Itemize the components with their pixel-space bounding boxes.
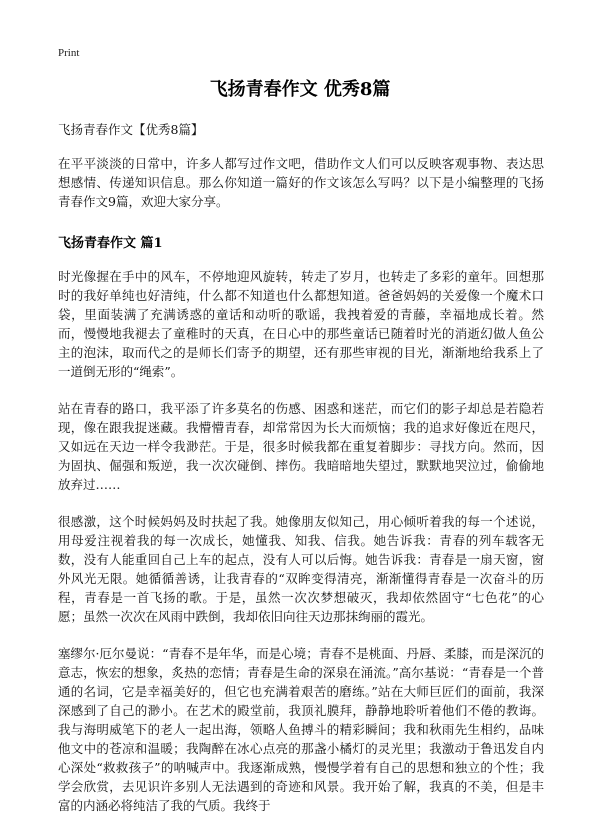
document-body xyxy=(58,121,544,833)
body-paragraph-4: 塞缪尔·厄尔曼说：“青春不是年华，而是心境；青春不是桃面、丹唇、柔膝，而是深沉的意志，恢宏的想象，炙热的恋情；青春是生命的深泉在涌流。”高尔基说：“青春是一个普通的名词，它是幸福美好的，但它也充满着艰苦的磨练。”站在大师巨匠们的面前，我深深感到了自己的渺小。在艺术的殿堂前，我顶礼膜拜，静静地聆听着他们不倦的教诲。我与海明威笔下的老人一起出海，领略人鱼搏斗的精彩瞬间；我和秋雨先生相约，品味他文中的苍凉和温暖；我陶醉在冰心点亮的那盏小橘灯的灵光里；我激动于鲁迅发自内心深处“救救孩子”的呐喊声中。我逐渐成熟，慢慢学着有自己的思想和独立的个性；我学会欣赏，去见识许多别人无法遇到的奇迹和风景。我开始了解，我真的不美，但是丰富的内涵必将纯洁了我的气质。我终于 xyxy=(58,646,544,813)
print-link[interactable]: Print xyxy=(58,47,80,59)
section-heading: 飞扬青春作文 篇1 xyxy=(58,236,163,251)
body-paragraph-1: 时光像握在手中的风车，不停地迎风旋转，转走了岁月，也转走了多彩的童年。回想那时的我好单纯也好清纯，什么都不知道也什么都想知道。爸爸妈妈的关爱像一个魔术口袋，里面装满了充满诱惑的童话和动听的歌谣，我拽着爱的青藤，幸福地成长着。然而，慢慢地我褪去了童稚时的天真，在日心中的那些童话已随着时光的消逝幻做人鱼公主的泡沫，取而代之的是师长们寄予的期望，还有那些审视的目光，渐渐地给我系上了一道倒无形的“绳索”。 xyxy=(58,269,544,379)
intro-paragraph: 在平平淡淡的日常中，许多人都写过作文吧，借助作文人们可以反映客观事物、表达思想感情、传递知识信息。那么你知道一篇好的作文该怎么写吗？以下是小编整理的飞扬青春作文9篇，欢迎大家分享。 xyxy=(58,156,544,209)
document-title: 飞扬青春作文 优秀8篇 xyxy=(209,79,391,100)
body-paragraph-2: 站在青春的路口，我平添了许多莫名的伤感、困惑和迷茫，而它们的影子却总是若隐若现，像在跟我捉迷藏。我懵懵青春，却常常因为长大而烦恼；我的追求好像近在咫尺，又如远在天边一样令我渺茫。于是，很多时候我都在重复着脚步：寻找方向。然而，因为固执、倔强和叛逆，我一次次碰倒、摔伤。我暗暗地失望过，默默地哭泣过，偷偷地放弃过…… xyxy=(58,401,544,492)
body-paragraph-3: 很感激，这个时候妈妈及时扶起了我。她像朋友似知己，用心倾听着我的每一个述说，用母爱注视着我的每一次成长，她懂我、知我、信我。她告诉我：青春的列车载客无数，没有人能重回自己上车的起点，没有人可以后悔。她告诉我：青春是一扇天窗，窗外风光无限。她循循善诱，让我青春的“双眸变得清亮，渐渐懂得青春是一次奋斗的历程，青春是一首飞扬的歌。于是，虽然一次次梦想破灭，我却依然固守“七色花”的心愿；虽然一次次在风雨中跌倒，我却依旧向往天边那抹绚丽的霞光。 xyxy=(58,514,544,624)
document-subtitle: 飞扬青春作文【优秀8篇】 xyxy=(58,122,204,137)
